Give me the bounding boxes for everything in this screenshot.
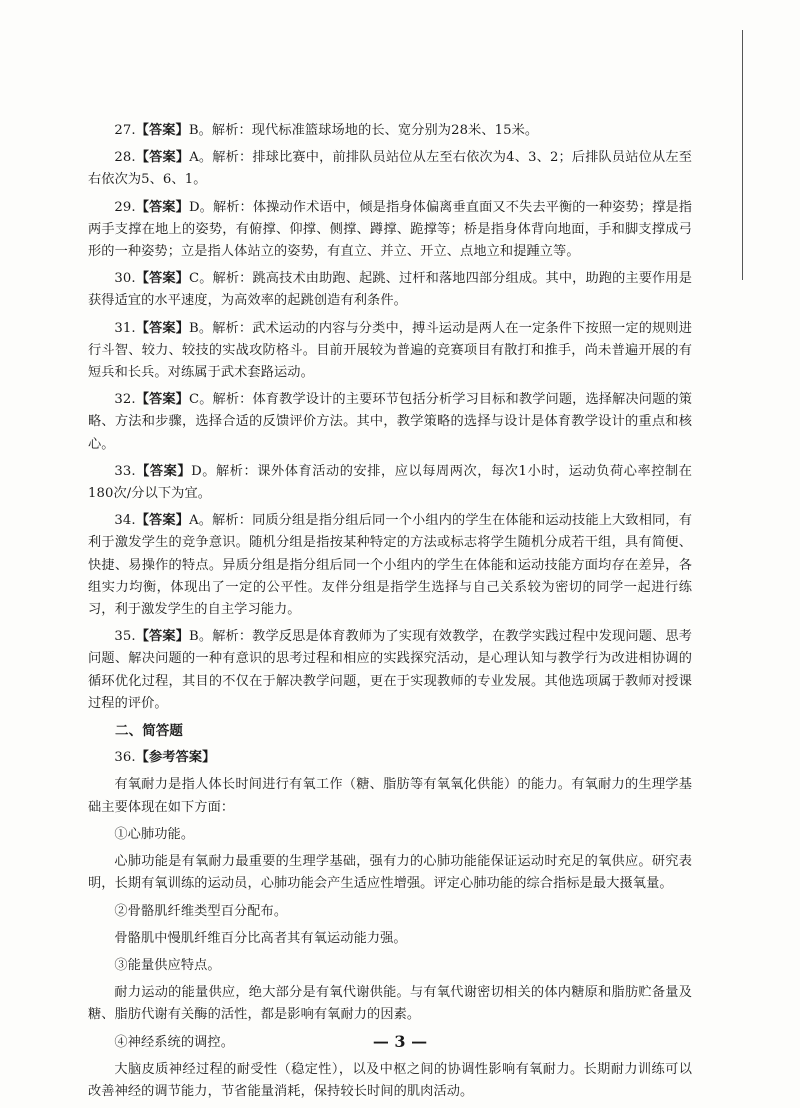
answer-tag: 【答案】 (135, 150, 190, 166)
answer-number: 35. (114, 629, 136, 645)
page-number: — 3 — (372, 1032, 428, 1051)
answer-number: 31. (114, 320, 136, 336)
answer-33 (88, 461, 692, 505)
answer-text: C。解析：跳高技术由助跑、起跳、过杆和落地四部分组成。其中，助跑的主要作用是获得适宜的水平速度，为高效率的起跳创造有利条件。 (88, 271, 692, 309)
answer-number: 32. (114, 392, 136, 408)
q36-point-4-heading: ④神经系统的调控。 (114, 1034, 234, 1050)
answer-32 (88, 389, 692, 456)
q36-point-2-body: 骨骼肌中慢肌纤维百分比高者其有氧运动能力强。 (114, 930, 407, 946)
q36-point-2-heading: ②骨骼肌纤维类型百分配布。 (114, 903, 288, 919)
answer-tag: 【答案】 (135, 271, 189, 287)
answer-34 (88, 510, 692, 621)
answer-number: 30. (114, 271, 136, 287)
answer-29 (88, 197, 692, 264)
answer-page (88, 120, 692, 1108)
scan-edge-line (742, 30, 743, 280)
q36-intro: 有氧耐力是指人体长时间进行有氧工作（糖、脂肪等有氧氧化供能）的能力。有氧耐力的生理学基础主要体现在如下方面： (88, 777, 692, 815)
answer-text: C。解析：体育教学设计的主要环节包括分析学习目标和教学问题，选择解决问题的策略、方法和步骤，选择合适的反馈评价方法。其中，教学策略的选择与设计是体育教学设计的重点和核心。 (88, 392, 692, 452)
answer-text: D。解析：课外体育活动的安排，应以每周两次，每次1小时，运动负荷心率控制在180次/分以下为宜。 (88, 463, 692, 502)
answer-27 (88, 120, 692, 142)
answer-text: A。解析：排球比赛中，前排队员站位从左至右依次为4、3、2；后排队员站位从左至右依次为5、6、1。 (88, 150, 692, 188)
answer-28 (88, 147, 692, 191)
answer-number: 33. (114, 463, 136, 479)
section-title: 二、简答题 (115, 723, 183, 740)
answer-tag: 【答案】 (135, 463, 192, 479)
answer-text: B。解析：武术运动的内容与分类中，搏斗运动是两人在一定条件下按照一定的规则进行斗智、较力、较技的实战攻防格斗。目前开展较为普遍的竞赛项目有散打和推手，尚未普遍开展的有短兵和长兵。对练属于武术套路运动。 (88, 320, 692, 381)
answer-number: 36. (114, 750, 136, 766)
answer-number: 29. (114, 199, 136, 215)
q36-point-1-heading: ①心肺功能。 (114, 826, 195, 842)
answer-tag: 【答案】 (135, 513, 190, 529)
q36-point-1-body: 心肺功能是有氧耐力最重要的生理学基础，强有力的心肺功能能保证运动时充足的氧供应。研究表明，长期有氧训练的运动员，心肺功能会产生适应性增强。评定心肺功能的综合指标是最大摄氧量。 (88, 854, 692, 892)
answer-text: D。解析：体操动作术语中，倾是指身体偏离垂直面又不失去平衡的一种姿势；撑是指两手支撑在地上的姿势，有俯撑、仰撑、侧撑、蹲撑、跪撑等；桥是指身体背向地面，手和脚支撑成弓形的一种姿势；立是指人体站立的姿势，有直立、并立、开立、点地立和提踵立等。 (88, 199, 693, 260)
answer-text: B。解析：教学反思是体育教师为了实现有效教学，在教学实践过程中发现问题、思考问题、解决问题的一种有意识的思考过程和相应的实践探究活动，是心理认知与教学行为改进相协调的循环优化过程，其目的不仅在于解决教学问题，更在于实现教师的专业发展。其他选项属于教师对授课过程的评价。 (88, 629, 692, 711)
answer-35 (88, 626, 692, 715)
answer-tag: 【答案】 (135, 320, 190, 336)
answer-number: 27. (114, 123, 136, 138)
answer-tag: 【答案】 (135, 629, 190, 645)
q36-point-4-body: 大脑皮质神经过程的耐受性（稳定性），以及中枢之间的协调性影响有氧耐力。长期耐力训练可以改善神经的调节能力，节省能量消耗，保持较长时间的肌肉活动。 (88, 1061, 692, 1099)
question-36-header (88, 747, 692, 769)
answer-text: B。解析：现代标准篮球场地的长、宽分别为28米、15米。 (188, 123, 539, 138)
answer-31 (88, 318, 692, 385)
answer-tag: 【答案】 (135, 123, 189, 138)
q36-point-3-heading: ③能量供应特点。 (114, 957, 221, 973)
answer-tag: 【答案】 (135, 392, 189, 408)
answer-number: 28. (114, 150, 136, 166)
answer-number: 34. (114, 513, 136, 529)
answer-30 (88, 268, 692, 312)
answer-tag: 【参考答案】 (135, 750, 216, 766)
q36-point-3-body: 耐力运动的能量供应，绝大部分是有氧代谢供能。与有氧代谢密切相关的体内糖原和脂肪贮备量及糖、脂肪代谢有关酶的活性，都是影响有氧耐力的因素。 (88, 985, 692, 1023)
answer-tag: 【答案】 (135, 199, 189, 215)
answer-text: A。解析：同质分组是指分组后同一个小组内的学生在体能和运动技能上大致相同，有利于激发学生的竞争意识。随机分组是指按某种特定的方法或标志将学生随机分成若干组，具有简便、快捷、易操作的特点。异质分组是指分组后同一个小组内的学生在体能和运动技能方面均存在差异，各组实力均衡，体现出了一定的公平性。友伴分组是指学生选择与自己关系较为密切的同学一起进行练习，利于激发学生的自主学习能力。 (88, 513, 692, 618)
